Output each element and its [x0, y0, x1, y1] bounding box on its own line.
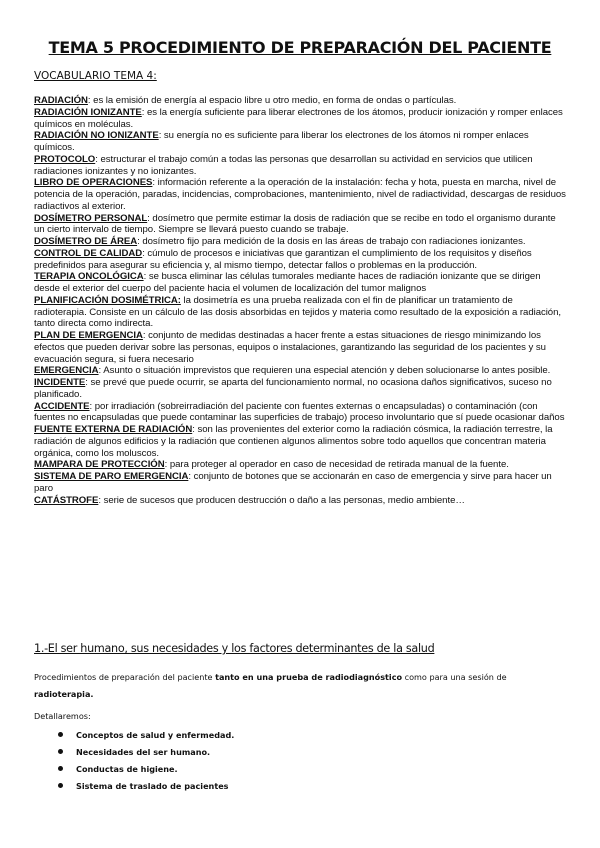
entry-term: DOSÍMETRO PERSONAL — [34, 212, 148, 224]
list-item — [58, 781, 234, 798]
entry-separator: : — [98, 365, 102, 377]
vocabulary-entry — [34, 377, 566, 401]
vocabulary-entry — [34, 154, 566, 178]
vocabulary-entry — [34, 365, 566, 377]
vocabulary-heading: VOCABULARIO TEMA 4: — [34, 70, 157, 82]
entry-definition: es la energía suficiente para liberar electrones de los átomos, producir ionización y romper enlaces químicos en moléculas. — [34, 106, 563, 130]
vocabulary-entry — [34, 401, 566, 425]
intro-text: como para una sesión de — [402, 672, 507, 682]
vocabulary-entry — [34, 459, 566, 471]
entry-separator: : — [152, 177, 156, 189]
entry-term: TERAPIA ONCOLÓGICA — [34, 271, 144, 283]
entry-term: RADIACIÓN IONIZANTE — [34, 106, 142, 118]
entry-separator: : — [98, 494, 101, 506]
entry-separator: : — [142, 330, 146, 341]
entry-definition: conjunto de medidas destinadas a hacer frente a estas situaciones de riesgo minimizando los efectos que pueden derivar sobre las personas, equipos o instalaciones, garantizando las seguridad de los pacientes y su evacuación segura, si fuera necesario — [34, 330, 546, 365]
entry-definition: se busca eliminar las células tumorales mediante haces de radiación ionizante que se dirigen desde el exterior del cuerpo del paciente hacia el volumen de localización del tumor malignos — [34, 271, 541, 294]
list-item — [58, 747, 234, 764]
list-item-text: Necesidades del ser humano. — [76, 747, 211, 757]
entry-separator: : — [87, 95, 91, 106]
entry-separator: : — [147, 212, 150, 224]
list-item — [58, 764, 234, 781]
topics-list — [58, 730, 234, 798]
detail-label: Detallaremos: — [34, 711, 91, 721]
vocabulary-entry — [34, 424, 566, 459]
entry-term: ACCIDENTE — [34, 400, 90, 412]
vocabulary-entry — [34, 495, 566, 507]
vocabulary-entry — [34, 271, 566, 295]
intro-paragraph — [34, 669, 564, 703]
list-item-text: Sistema de traslado de pacientes — [76, 781, 229, 791]
entry-separator: : — [192, 424, 195, 435]
entry-definition: la dosimetría es una prueba realizada con el fin de planificar un tratamiento de radioterapia. Consiste en un cálculo de las dosis absorbidas en tejidos y materia como resultado de la exposición a radiación, tanto directa como indirecta. — [34, 294, 561, 330]
list-item-text: Conductas de higiene. — [76, 764, 178, 774]
bullet-icon — [58, 732, 63, 737]
entry-definition: serie de sucesos que producen destrucción o daño a las personas, medio ambiente… — [100, 494, 465, 506]
entry-definition: Asunto o situación imprevistos que requieren una especial atención y deben solucionarse lo antes posible. — [101, 365, 551, 377]
entry-term: LIBRO DE OPERACIONES — [34, 177, 153, 189]
entry-definition: estructurar el trabajo común a todas las personas que desarrollan su actividad en servicios que utilicen radiaciones ionizantes y no ionizantes. — [34, 153, 533, 177]
entry-term: FUENTE EXTERNA DE RADIACIÓN — [34, 424, 193, 435]
vocabulary-entry — [34, 107, 566, 131]
vocabulary-list — [34, 95, 566, 506]
section-heading: 1.-El ser humano, sus necesidades y los factores determinantes de la salud — [34, 642, 435, 655]
entry-separator: : — [85, 377, 88, 388]
vocabulary-entry — [34, 177, 566, 212]
entry-term: CONTROL DE CALIDAD — [34, 247, 143, 259]
bullet-icon — [58, 783, 63, 788]
entry-term: INCIDENTE — [34, 377, 86, 388]
entry-term: RADIACIÓN — [34, 95, 88, 106]
entry-term: PLAN DE EMERGENCIA — [34, 330, 143, 341]
entry-separator: : — [141, 106, 145, 118]
entry-term: MAMPARA DE PROTECCIÓN — [34, 459, 165, 471]
entry-definition: información referente a la operación de la instalación: fecha y hota, puesta en marcha, nivel de potencia de la operación, paradas, incidencias, comprobaciones, mantenimiento, nivel de radiactividad, descargas de residuos radiactivos al exterior. — [34, 177, 566, 212]
entry-separator: : — [158, 130, 162, 142]
bullet-icon — [58, 766, 63, 771]
vocabulary-entry — [34, 248, 566, 272]
entry-separator: : — [95, 153, 98, 165]
entry-term: CATÁSTROFE — [34, 494, 99, 506]
page-title: TEMA 5 PROCEDIMIENTO DE PREPARACIÓN DEL PACIENTE — [48, 38, 552, 57]
vocabulary-entry — [34, 471, 566, 495]
entry-definition: su energía no es suficiente para liberar los electrones de los átomos ni romper enlaces químicos. — [34, 130, 529, 153]
entry-definition: dosímetro que permite estimar la dosis de radiación que se recibe en todo el organismo durante un cierto intervalo de tiempo. Siempre se llevará puesto cuando se trabaje. — [34, 212, 556, 236]
vocabulary-entry — [34, 130, 566, 154]
vocabulary-entry — [34, 95, 566, 107]
entry-separator: : — [143, 271, 147, 283]
entry-definition: se prevé que puede ocurrir, se aparta del funcionamiento normal, no ocasiona daños significativos, suceso no planificado. — [34, 377, 552, 400]
vocabulary-entry — [34, 236, 566, 248]
entry-term: EMERGENCIA — [34, 365, 99, 377]
entry-separator: : — [188, 471, 191, 482]
vocabulary-entry — [34, 213, 566, 237]
entry-term: PLANIFICACIÓN DOSIMÉTRICA: — [34, 294, 181, 306]
entry-definition: cúmulo de procesos e iniciativas que garantizan el cumplimiento de los requisitos y diseños predefinidos para asegurar su eficiencia y, al mismo tiempo, detectar fallos o problemas en la producción. — [34, 247, 532, 271]
intro-text: Procedimientos de preparación del paciente — [34, 672, 216, 682]
bullet-icon — [58, 749, 63, 754]
vocabulary-entry — [34, 295, 566, 330]
entry-term: PROTOCOLO — [34, 153, 96, 165]
entry-definition: dosímetro fijo para medición de la dosis en las áreas de trabajo con radiaciones ionizantes. — [139, 236, 526, 247]
list-item-text: Conceptos de salud y enfermedad. — [76, 730, 235, 740]
entry-definition: por irradiación (sobreirradiación del paciente con fuentes externas o encapsuladas) o contaminación (con fuentes no encapsuladas que puede contaminar las superficies de trabajo) proceso involuntario que sí puede ocasionar daños — [34, 400, 565, 424]
entry-separator: : — [142, 247, 145, 259]
entry-definition: son las provenientes del exterior como la radiación cósmica, la radiación terrestre, la radiación de algunos edificios y la radiación que contienen algunos alimentos sobre todo aquellos que concentran materia orgánica, como los moluscos. — [34, 424, 553, 459]
entry-separator: : — [164, 459, 168, 471]
entry-definition: conjunto de botones que se accionarán en caso de emergencia y sirve para hacer un paro — [34, 471, 552, 494]
vocabulary-entry — [34, 330, 566, 365]
entry-separator: : — [137, 236, 140, 247]
entry-definition: para proteger al operador en caso de necesidad de retirada manual de la fuente. — [167, 459, 509, 471]
intro-bold-text: radioterapia. — [34, 689, 94, 699]
entry-separator: : — [89, 400, 93, 412]
entry-term: RADIACIÓN NO IONIZANTE — [34, 130, 159, 142]
entry-definition: es la emisión de energía al espacio libre u otro medio, en forma de ondas o partículas. — [90, 95, 457, 106]
list-item — [58, 730, 234, 747]
entry-term: DOSÍMETRO DE ÁREA — [34, 236, 138, 247]
intro-bold-text: tanto en una prueba de radiodiagnóstico — [215, 672, 403, 682]
entry-term: SISTEMA DE PARO EMERGENCIA — [34, 471, 189, 482]
